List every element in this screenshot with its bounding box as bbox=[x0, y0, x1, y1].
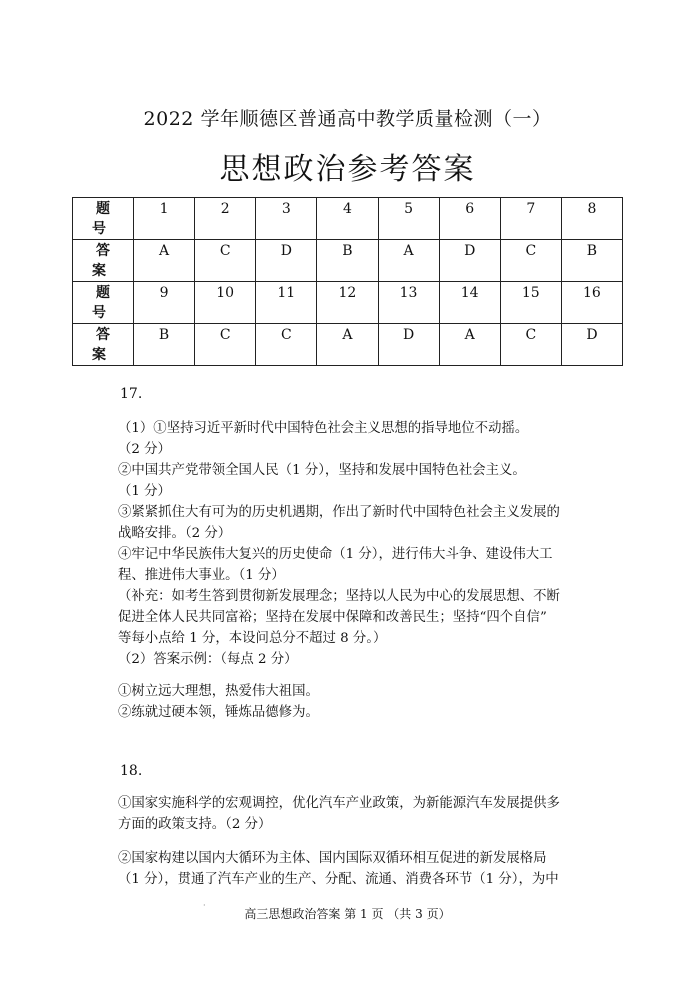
answer-table-row bbox=[73, 198, 623, 240]
footer-mark: · bbox=[203, 901, 206, 910]
question-17-answer bbox=[118, 418, 588, 670]
answer-line: ②中国共产党带领全国人民（1 分），坚持和发展中国特色社会主义。 bbox=[118, 463, 526, 478]
answer-line: （2）答案示例：（每点 2 分） bbox=[118, 652, 298, 667]
answer-table-cell: 2 bbox=[195, 198, 256, 240]
answer-table-cell: 15 bbox=[500, 282, 561, 324]
question-18-point-2 bbox=[118, 848, 588, 890]
answer-table-cell: C bbox=[195, 240, 256, 282]
answer-table-cell: D bbox=[439, 240, 500, 282]
answer-table-cell: 11 bbox=[256, 282, 317, 324]
answer-table bbox=[72, 197, 623, 366]
answer-line: （1 分），贯通了汽车产业的生产、分配、流通、消费各环节（1 分），为中 bbox=[118, 872, 559, 887]
answer-line: ④牢记中华民族伟大复兴的历史使命（1 分），进行伟大斗争、建设伟大工 bbox=[118, 547, 553, 562]
answer-table-cell: B bbox=[317, 240, 378, 282]
answer-table-cell: 10 bbox=[195, 282, 256, 324]
answer-table-cell: A bbox=[378, 240, 439, 282]
answer-table-cell: 3 bbox=[256, 198, 317, 240]
answer-line: ②练就过硬本领，锤炼品德修为。 bbox=[118, 705, 319, 720]
answer-table-cell: 6 bbox=[439, 198, 500, 240]
answer-table-cell: B bbox=[134, 324, 195, 366]
answer-table-cell: 14 bbox=[439, 282, 500, 324]
answer-line: 促进全体人民共同富裕；坚持在发展中保障和改善民生；坚持“四个自信” bbox=[118, 610, 547, 625]
answer-table-cell: 13 bbox=[378, 282, 439, 324]
answer-table-cell: 7 bbox=[500, 198, 561, 240]
answer-table-cell: A bbox=[439, 324, 500, 366]
document-title: 思想政治参考答案 bbox=[219, 152, 476, 187]
answer-table-cell: 16 bbox=[561, 282, 622, 324]
row-label: 答 案 bbox=[73, 324, 134, 366]
answer-table-cell: B bbox=[561, 240, 622, 282]
row-label: 题 号 bbox=[73, 282, 134, 324]
answer-table-cell: A bbox=[317, 324, 378, 366]
answer-line: （1）①坚持习近平新时代中国特色社会主义思想的指导地位不动摇。 bbox=[118, 421, 529, 436]
answer-table-cell: 9 bbox=[134, 282, 195, 324]
answer-table-cell: D bbox=[256, 240, 317, 282]
answer-table-cell: 4 bbox=[317, 198, 378, 240]
answer-table-cell: D bbox=[561, 324, 622, 366]
question-17-number: 17. bbox=[120, 386, 143, 402]
answer-table-cell: C bbox=[256, 324, 317, 366]
question-18-point-1 bbox=[118, 793, 588, 835]
question-18-number: 18. bbox=[120, 763, 143, 779]
exam-title: 2022 学年顺德区普通高中教学质量检测（一） bbox=[143, 108, 552, 130]
answer-line: （2 分） bbox=[118, 442, 171, 457]
answer-line: ①国家实施科学的宏观调控，优化汽车产业政策，为新能源汽车发展提供多 bbox=[118, 796, 560, 811]
answer-line: （1 分） bbox=[118, 484, 171, 499]
answer-line: ③紧紧抓住大有可为的历史机遇期，作出了新时代中国特色社会主义发展的 bbox=[118, 505, 560, 520]
answer-line: （补充：如考生答到贯彻新发展理念；坚持以人民为中心的发展思想、不断 bbox=[118, 589, 560, 604]
answer-line: ①树立远大理想，热爱伟大祖国。 bbox=[118, 684, 319, 699]
question-17-examples bbox=[118, 681, 588, 723]
answer-line: 程、推进伟大事业。（1 分） bbox=[118, 568, 285, 583]
answer-table-row bbox=[73, 240, 623, 282]
row-label: 题 号 bbox=[73, 198, 134, 240]
answer-line: 战略安排。（2 分） bbox=[118, 526, 232, 541]
page-footer: 高三思想政治答案 第 1 页 （共 3 页） bbox=[244, 907, 451, 921]
answer-table-cell: 8 bbox=[561, 198, 622, 240]
answer-table-row bbox=[73, 324, 623, 366]
answer-table-cell: C bbox=[500, 324, 561, 366]
answer-table-cell: C bbox=[500, 240, 561, 282]
answer-table-cell: 12 bbox=[317, 282, 378, 324]
answer-line: 等每小点给 1 分，本设问总分不超过 8 分。） bbox=[118, 631, 387, 646]
answer-table-cell: 5 bbox=[378, 198, 439, 240]
row-label: 答 案 bbox=[73, 240, 134, 282]
answer-table-cell: D bbox=[378, 324, 439, 366]
answer-line: ②国家构建以国内大循环为主体、国内国际双循环相互促进的新发展格局 bbox=[118, 851, 547, 866]
answer-table-row bbox=[73, 282, 623, 324]
answer-line: 方面的政策支持。（2 分） bbox=[118, 817, 272, 832]
answer-table-cell: A bbox=[134, 240, 195, 282]
answer-table-cell: C bbox=[195, 324, 256, 366]
answer-table-cell: 1 bbox=[134, 198, 195, 240]
